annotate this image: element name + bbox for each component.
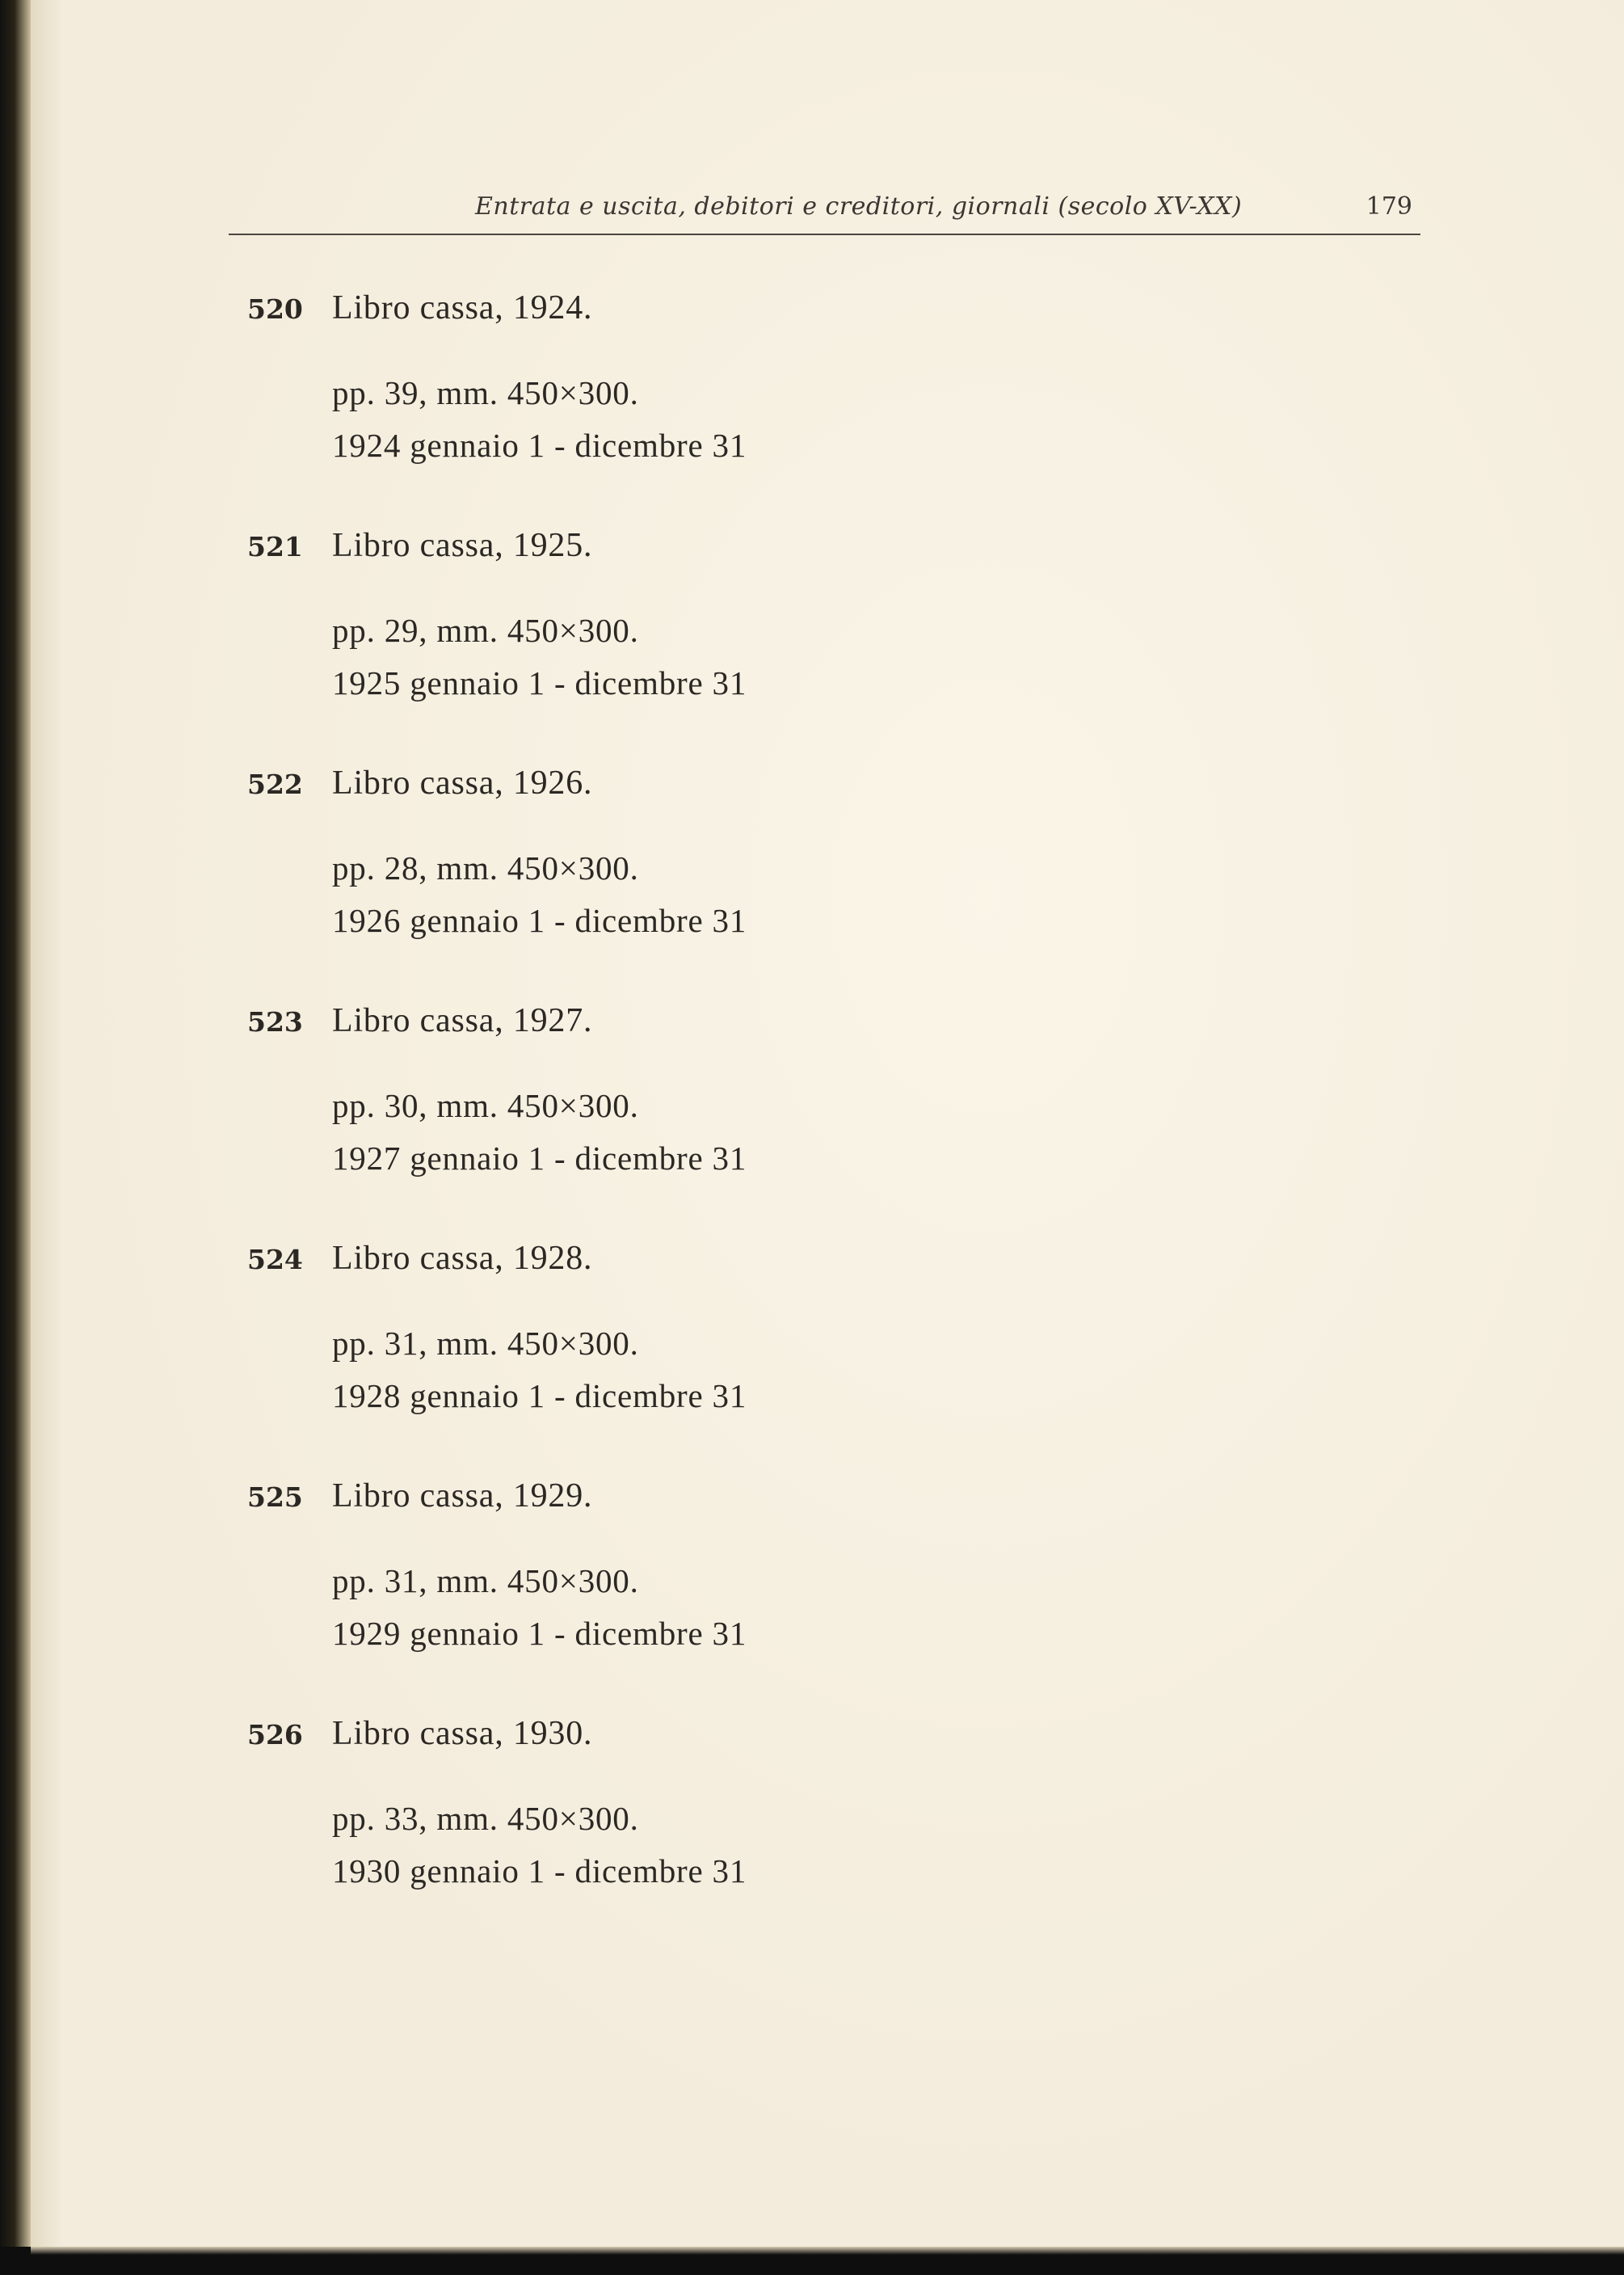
entry-dates: 1928 gennaio 1 - dicembre 31 <box>332 1377 747 1414</box>
list-item <box>31 1715 1000 1937</box>
running-header <box>229 192 1420 233</box>
entry-number: 523 <box>247 1006 303 1038</box>
list-item <box>31 765 1000 987</box>
entry-description: pp. 31, mm. 450×300. <box>332 1325 639 1362</box>
entry-dates: 1926 gennaio 1 - dicembre 31 <box>332 902 747 939</box>
entry-dates: 1924 gennaio 1 - dicembre 31 <box>332 427 747 464</box>
entry-dates: 1925 gennaio 1 - dicembre 31 <box>332 664 747 701</box>
entry-dates: 1930 gennaio 1 - dicembre 31 <box>332 1852 747 1890</box>
header-rule <box>229 234 1420 235</box>
page-bottom-shade <box>31 2247 1624 2255</box>
entry-title: Libro cassa, 1928. <box>332 1240 593 1277</box>
entry-dates: 1927 gennaio 1 - dicembre 31 <box>332 1140 747 1177</box>
entry-description: pp. 31, mm. 450×300. <box>332 1562 639 1599</box>
entry-number: 520 <box>247 293 303 325</box>
book-page <box>31 0 1624 2247</box>
entry-title: Libro cassa, 1927. <box>332 1002 593 1039</box>
entry-dates: 1929 gennaio 1 - dicembre 31 <box>332 1615 747 1652</box>
entry-number: 524 <box>247 1244 303 1275</box>
entry-description: pp. 30, mm. 450×300. <box>332 1087 639 1124</box>
list-item <box>31 527 1000 749</box>
entry-number: 521 <box>247 531 303 562</box>
entry-number: 522 <box>247 769 303 800</box>
entry-description: pp. 33, mm. 450×300. <box>332 1800 639 1837</box>
running-header-title: Entrata e uscita, debitori e creditori, giornali (secolo XV-XX) <box>475 192 1243 221</box>
page-number: 179 <box>1365 192 1412 221</box>
entry-title: Libro cassa, 1925. <box>332 527 593 564</box>
book-spine-edge <box>0 0 31 2275</box>
entry-title: Libro cassa, 1930. <box>332 1715 593 1752</box>
entry-description: pp. 28, mm. 450×300. <box>332 849 639 887</box>
entry-title: Libro cassa, 1924. <box>332 289 593 327</box>
list-item <box>31 1002 1000 1224</box>
entry-title: Libro cassa, 1929. <box>332 1477 593 1515</box>
list-item <box>31 289 1000 512</box>
list-item <box>31 1477 1000 1700</box>
entry-description: pp. 39, mm. 450×300. <box>332 374 639 411</box>
scan-bottom-edge <box>0 2247 1624 2275</box>
entry-description: pp. 29, mm. 450×300. <box>332 612 639 649</box>
entry-number: 525 <box>247 1481 303 1513</box>
entry-title: Libro cassa, 1926. <box>332 765 593 802</box>
entry-number: 526 <box>247 1719 303 1750</box>
list-item <box>31 1240 1000 1462</box>
